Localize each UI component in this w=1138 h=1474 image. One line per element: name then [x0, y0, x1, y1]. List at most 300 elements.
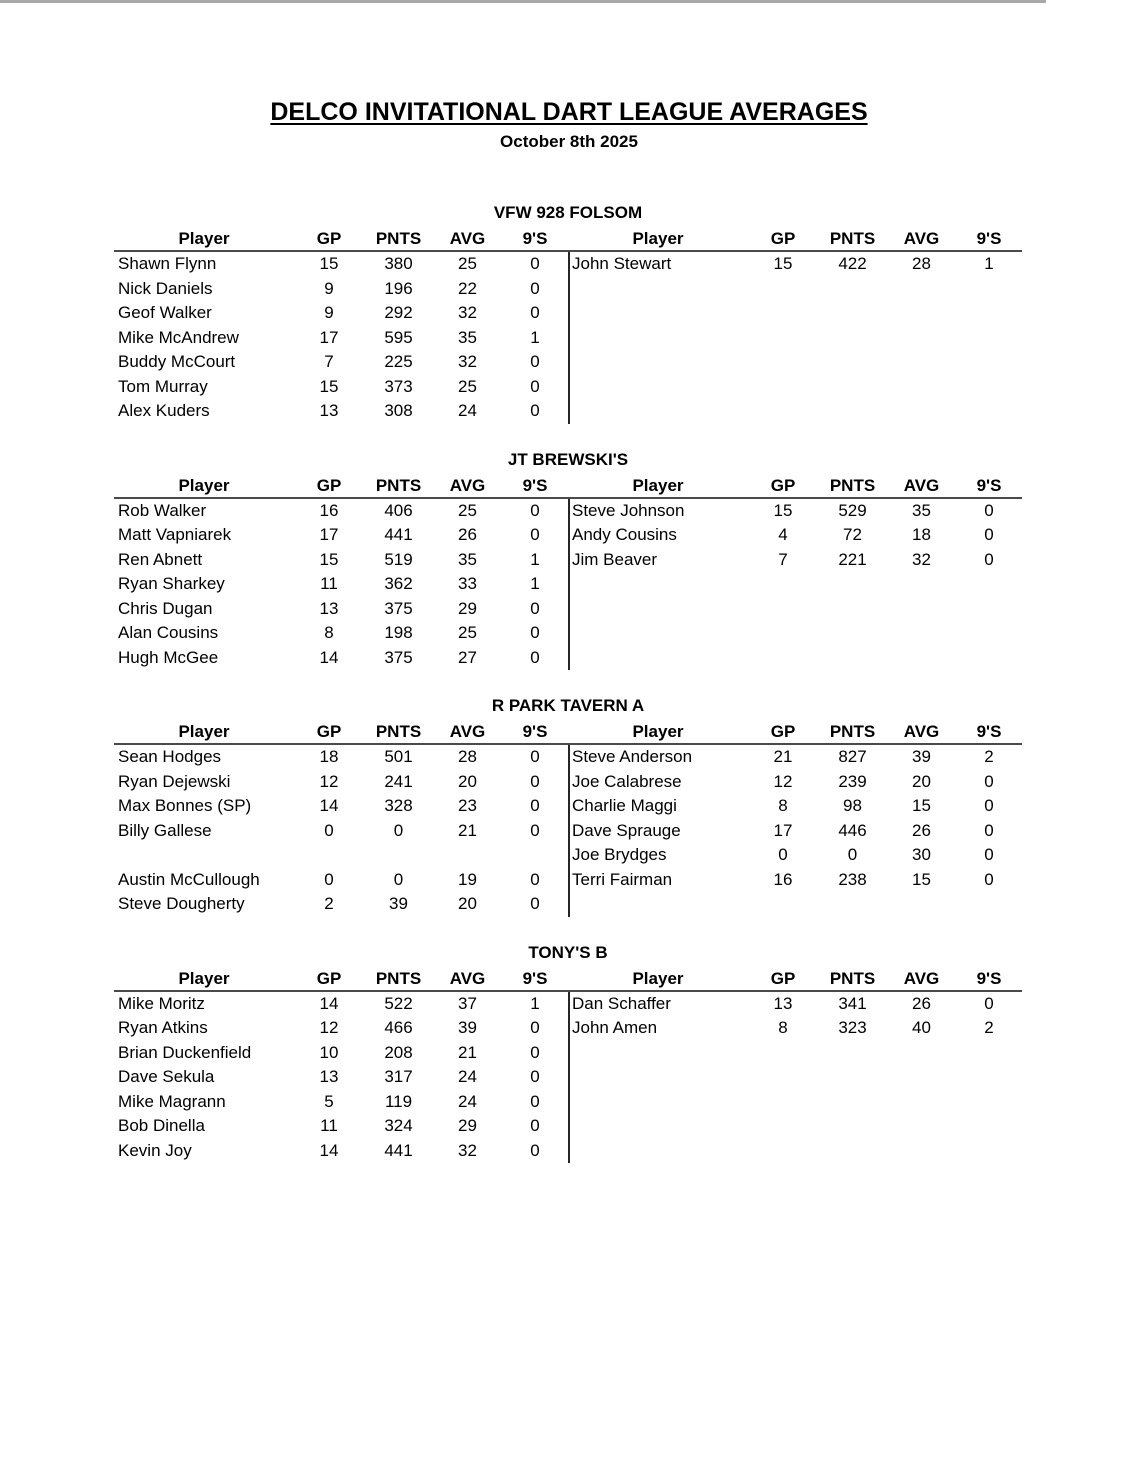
column-header: 9'S: [976, 968, 1002, 988]
row-half-left: [114, 1114, 568, 1139]
stat-value: 501: [384, 747, 413, 766]
player-name: Andy Cousins: [572, 525, 677, 544]
stat-value: [887, 1065, 956, 1090]
stat-value: 375: [384, 598, 413, 618]
column-header: PNTS: [829, 229, 876, 248]
stat-value: 0: [984, 869, 994, 889]
stat-value: 225: [384, 352, 413, 371]
stat-value: 2: [984, 1018, 994, 1037]
column-header: 9'S: [522, 968, 548, 988]
stat-value: [956, 1065, 1022, 1090]
stat-value: 13: [319, 1067, 339, 1086]
stat-value: 4: [778, 525, 788, 544]
stat-value: 0: [530, 869, 540, 889]
stat-value: 26: [912, 820, 931, 840]
stat-value: 324: [384, 1116, 413, 1135]
player-name: Joe Calabrese: [572, 771, 682, 791]
stat-value: 9: [324, 278, 334, 298]
stat-value: 7: [324, 352, 334, 371]
stat-value: [748, 301, 818, 326]
row-half-right: [568, 646, 1022, 671]
stat-value: 0: [324, 869, 334, 889]
stat-value: 18: [912, 525, 931, 544]
stat-value: [956, 350, 1022, 375]
row-half-left: [114, 819, 568, 844]
stat-value: 0: [984, 820, 994, 840]
stat-value: 35: [912, 500, 931, 520]
stat-value: [887, 301, 956, 326]
stat-value: 33: [458, 574, 477, 593]
column-header: AVG: [903, 475, 940, 495]
stat-value: [818, 1041, 887, 1066]
stat-value: [502, 843, 568, 868]
stat-value: 26: [458, 525, 477, 544]
stat-value: [956, 1041, 1022, 1066]
player-name: [568, 326, 748, 351]
stat-value: 529: [838, 500, 867, 520]
stat-value: 238: [838, 869, 867, 889]
header-half-right: [568, 721, 1022, 743]
row-half-left: [114, 794, 568, 819]
player-name: [568, 1090, 748, 1115]
player-name: [568, 277, 748, 302]
stat-value: 0: [530, 401, 540, 420]
player-name: [568, 399, 748, 424]
stat-value: [887, 621, 956, 646]
column-header: PNTS: [375, 968, 422, 988]
column-header: GP: [770, 229, 796, 248]
page-date: October 8th 2025: [500, 132, 638, 151]
row-half-left: [114, 892, 568, 917]
stat-value: 11: [320, 574, 338, 593]
stat-value: 26: [912, 993, 931, 1013]
stat-value: 0: [530, 894, 540, 913]
stat-value: 15: [319, 549, 339, 569]
stat-value: 8: [778, 1018, 788, 1037]
row-half-right: [568, 350, 1022, 375]
stat-value: 98: [843, 796, 862, 815]
stat-value: 0: [778, 845, 788, 864]
stat-value: 1: [984, 254, 994, 273]
league-section-3: [114, 696, 1022, 917]
stat-value: 24: [458, 401, 477, 420]
row-half-right: [568, 1065, 1022, 1090]
stat-value: [364, 843, 433, 868]
row-half-left: [114, 646, 568, 671]
stat-value: 15: [912, 869, 931, 889]
player-name: Steve Anderson: [572, 747, 693, 766]
table-divider-line: [568, 745, 570, 917]
stat-value: 25: [458, 623, 477, 642]
row-half-left: [114, 843, 568, 868]
stat-value: [956, 1090, 1022, 1115]
stat-value: 17: [319, 525, 339, 544]
stat-value: 0: [530, 623, 540, 642]
stat-value: 0: [530, 303, 540, 322]
stat-value: [748, 1090, 818, 1115]
stat-value: 20: [458, 894, 477, 913]
section-heading: TONY'S B: [528, 942, 608, 962]
table-divider-line: [568, 499, 570, 671]
player-name: Charlie Maggi: [572, 796, 677, 815]
player-name: Matt Vapniarek: [118, 525, 232, 544]
stat-value: [748, 350, 818, 375]
header-half-left: [114, 968, 568, 990]
header-half-right: [568, 968, 1022, 990]
player-name: [114, 843, 294, 868]
column-header: AVG: [903, 229, 940, 248]
stat-value: [887, 277, 956, 302]
row-half-right: [568, 572, 1022, 597]
row-half-right: [568, 399, 1022, 424]
stat-value: 2: [984, 747, 994, 766]
stat-value: 13: [773, 993, 793, 1013]
column-header: AVG: [449, 475, 486, 495]
stat-value: [956, 326, 1022, 351]
stat-value: 27: [458, 647, 477, 667]
stat-value: 317: [384, 1067, 413, 1086]
stat-value: 595: [384, 327, 413, 347]
player-name: John Stewart: [572, 254, 672, 273]
stat-value: 292: [384, 303, 413, 322]
stat-value: 119: [384, 1091, 413, 1111]
page-title: DELCO INVITATIONAL DART LEAGUE AVERAGES: [270, 98, 868, 126]
stat-value: 0: [530, 352, 540, 371]
stat-value: [956, 597, 1022, 622]
row-half-left: [114, 745, 568, 770]
stat-value: 37: [458, 993, 477, 1013]
player-name: Nick Daniels: [118, 278, 213, 298]
stat-value: 32: [458, 352, 477, 371]
stat-value: 0: [984, 549, 994, 569]
row-half-right: [568, 819, 1022, 844]
player-name: Mike McAndrew: [118, 327, 239, 347]
stat-value: 0: [530, 1140, 540, 1160]
stat-value: 0: [530, 1042, 540, 1062]
stat-value: 380: [384, 254, 413, 273]
player-name: [568, 646, 748, 671]
stat-value: 519: [384, 549, 413, 569]
stat-value: [748, 621, 818, 646]
row-half-right: [568, 597, 1022, 622]
stat-value: 39: [458, 1018, 477, 1037]
column-header: Player: [632, 968, 684, 988]
stat-value: [887, 646, 956, 671]
stat-value: 21: [458, 820, 477, 840]
stat-value: 17: [319, 327, 339, 347]
stat-value: 0: [530, 820, 540, 840]
stat-value: 5: [324, 1091, 334, 1111]
stat-value: 373: [384, 376, 413, 396]
player-name: [568, 1114, 748, 1139]
column-header: GP: [316, 968, 342, 988]
stat-value: 16: [773, 869, 793, 889]
stat-value: 308: [384, 401, 413, 420]
column-header: AVG: [903, 722, 940, 741]
column-header: 9'S: [976, 722, 1002, 741]
stat-value: 0: [530, 376, 540, 396]
stat-value: [748, 399, 818, 424]
row-half-right: [568, 770, 1022, 795]
stat-value: 0: [530, 525, 540, 544]
stat-value: [748, 277, 818, 302]
stats-table: [114, 721, 1022, 917]
player-name: Hugh McGee: [118, 647, 219, 667]
stat-value: 0: [847, 845, 858, 864]
stat-value: [887, 597, 956, 622]
stat-value: [956, 572, 1022, 597]
stat-value: 0: [530, 1116, 540, 1135]
league-section-4: [114, 943, 1022, 1164]
stat-value: [818, 277, 887, 302]
stat-value: 19: [458, 869, 477, 889]
row-half-right: [568, 1090, 1022, 1115]
stat-value: 446: [838, 820, 867, 840]
row-half-left: [114, 992, 568, 1017]
stat-value: 40: [912, 1018, 931, 1037]
stat-value: 29: [458, 598, 477, 618]
stat-value: 8: [778, 796, 788, 815]
stat-value: 0: [393, 820, 404, 840]
stat-value: 241: [384, 771, 413, 791]
stat-value: 441: [384, 1140, 413, 1160]
stat-value: 15: [912, 796, 931, 815]
player-name: [568, 1065, 748, 1090]
player-name: Dave Sprauge: [572, 820, 681, 840]
stat-value: 0: [530, 1067, 540, 1086]
stat-value: 24: [458, 1091, 477, 1111]
header-half-left: [114, 228, 568, 250]
stat-value: 16: [319, 500, 339, 520]
stat-value: 28: [458, 747, 477, 766]
stat-value: 11: [320, 1116, 338, 1135]
stat-value: 25: [458, 500, 477, 520]
column-header: Player: [178, 229, 230, 248]
stat-value: [818, 1139, 887, 1164]
stat-value: [887, 1139, 956, 1164]
stat-value: [887, 1090, 956, 1115]
player-name: [568, 301, 748, 326]
row-half-left: [114, 375, 568, 400]
stat-value: 239: [838, 771, 867, 791]
stat-value: 15: [319, 376, 339, 396]
stat-value: [956, 375, 1022, 400]
player-name: Ryan Dejewski: [118, 771, 231, 791]
row-half-right: [568, 252, 1022, 277]
stat-value: 21: [458, 1042, 477, 1062]
player-name: Geof Walker: [118, 303, 212, 322]
stats-table: [114, 968, 1022, 1164]
stat-value: 17: [773, 820, 793, 840]
row-half-left: [114, 770, 568, 795]
stat-value: 15: [319, 254, 339, 273]
row-half-left: [114, 1090, 568, 1115]
stat-value: [956, 1139, 1022, 1164]
header-half-right: [568, 228, 1022, 250]
stat-value: [818, 1065, 887, 1090]
window-edge-strip: [0, 0, 1046, 3]
player-name: Mike Magrann: [118, 1091, 226, 1111]
column-header: PNTS: [375, 722, 422, 741]
league-section-2: [114, 450, 1022, 671]
stat-value: [956, 621, 1022, 646]
table-header-row: [114, 968, 1022, 992]
stat-value: [818, 572, 887, 597]
row-half-left: [114, 523, 568, 548]
row-half-right: [568, 523, 1022, 548]
stat-value: 1: [530, 327, 540, 347]
column-header: PNTS: [829, 722, 876, 741]
column-header: AVG: [903, 968, 940, 988]
stat-value: [748, 326, 818, 351]
stats-table: [114, 228, 1022, 424]
column-header: 9'S: [976, 229, 1002, 248]
stat-value: [748, 892, 818, 917]
header-half-left: [114, 475, 568, 497]
row-half-right: [568, 1041, 1022, 1066]
stat-value: [818, 597, 887, 622]
stat-value: [887, 1114, 956, 1139]
player-name: Billy Gallese: [118, 820, 212, 840]
header-half-right: [568, 475, 1022, 497]
stat-value: 221: [838, 549, 867, 569]
stat-value: [748, 646, 818, 671]
stat-value: [887, 399, 956, 424]
stat-value: [818, 892, 887, 917]
stat-value: 0: [530, 771, 540, 791]
player-name: Ryan Sharkey: [118, 574, 225, 593]
stat-value: 18: [319, 747, 339, 766]
stat-value: [887, 326, 956, 351]
column-header: 9'S: [522, 475, 548, 495]
row-half-left: [114, 326, 568, 351]
stat-value: [956, 1114, 1022, 1139]
player-name: Terri Fairman: [572, 869, 673, 889]
stat-value: 15: [773, 500, 793, 520]
stat-value: 7: [778, 549, 788, 569]
stat-value: 28: [912, 254, 931, 273]
row-half-right: [568, 499, 1022, 524]
column-header: Player: [178, 968, 230, 988]
stat-value: [748, 1065, 818, 1090]
stat-value: 32: [458, 303, 477, 322]
stat-value: [818, 350, 887, 375]
stat-value: 35: [458, 549, 477, 569]
stat-value: 0: [984, 796, 994, 815]
stat-value: [887, 572, 956, 597]
stat-value: [956, 892, 1022, 917]
stat-value: [956, 399, 1022, 424]
player-name: Dave Sekula: [118, 1067, 215, 1086]
stat-value: 39: [912, 747, 931, 766]
stat-value: 0: [984, 500, 994, 520]
player-name: John Amen: [572, 1018, 658, 1037]
row-half-left: [114, 1041, 568, 1066]
column-header: 9'S: [976, 475, 1002, 495]
row-half-right: [568, 868, 1022, 893]
stat-value: 22: [458, 278, 477, 298]
stat-value: 0: [530, 500, 540, 520]
table-header-row: [114, 475, 1022, 499]
stat-value: 208: [384, 1042, 413, 1062]
stat-value: 14: [319, 796, 339, 815]
column-header: Player: [178, 475, 230, 495]
row-half-right: [568, 843, 1022, 868]
stat-value: 198: [384, 623, 413, 642]
column-header: Player: [178, 722, 230, 741]
stat-value: 0: [984, 993, 994, 1013]
row-half-right: [568, 892, 1022, 917]
player-name: Max Bonnes (SP): [118, 796, 252, 815]
stat-value: 39: [389, 894, 408, 913]
column-header: GP: [770, 722, 796, 741]
sections-container: [0, 152, 1138, 1163]
stat-value: [818, 621, 887, 646]
stat-value: 25: [458, 254, 477, 273]
player-name: Alan Cousins: [118, 623, 219, 642]
stat-value: 0: [530, 278, 540, 298]
stat-value: 522: [384, 993, 413, 1013]
table-header-row: [114, 228, 1022, 252]
stat-value: 35: [458, 327, 477, 347]
stat-value: 0: [393, 869, 404, 889]
stat-value: 13: [319, 401, 339, 420]
player-name: [568, 1139, 748, 1164]
stat-value: 14: [319, 647, 339, 667]
player-name: Jim Beaver: [572, 549, 658, 569]
column-header: Player: [632, 229, 684, 248]
section-heading: R PARK TAVERN A: [491, 696, 645, 715]
row-half-left: [114, 301, 568, 326]
row-half-right: [568, 1016, 1022, 1041]
row-half-left: [114, 350, 568, 375]
row-half-right: [568, 745, 1022, 770]
stat-value: 0: [530, 747, 540, 766]
row-half-right: [568, 326, 1022, 351]
stat-value: [887, 892, 956, 917]
player-name: Dan Schaffer: [572, 993, 671, 1013]
stat-value: 32: [458, 1140, 477, 1160]
player-name: Sean Hodges: [118, 747, 222, 766]
row-half-right: [568, 375, 1022, 400]
column-header: AVG: [449, 968, 486, 988]
stat-value: [956, 646, 1022, 671]
stat-value: 21: [773, 747, 793, 766]
player-name: Buddy McCourt: [118, 352, 236, 371]
column-header: GP: [316, 722, 342, 741]
column-header: AVG: [449, 722, 486, 741]
column-header: GP: [770, 968, 796, 988]
stat-value: 362: [384, 574, 413, 593]
stat-value: 30: [912, 845, 931, 864]
player-name: Rob Walker: [118, 500, 207, 520]
row-half-left: [114, 597, 568, 622]
player-name: [568, 350, 748, 375]
stat-value: 0: [984, 845, 994, 864]
player-name: Ryan Atkins: [118, 1018, 208, 1037]
stat-value: 14: [319, 1140, 339, 1160]
player-name: Ren Abnett: [118, 549, 203, 569]
column-header: PNTS: [829, 968, 876, 988]
stat-value: 0: [530, 647, 540, 667]
player-name: [568, 892, 748, 917]
stat-value: 375: [384, 647, 413, 667]
stat-value: [748, 597, 818, 622]
stat-value: [956, 277, 1022, 302]
stat-value: 10: [319, 1042, 339, 1062]
stat-value: 12: [319, 771, 339, 791]
stat-value: [887, 1041, 956, 1066]
